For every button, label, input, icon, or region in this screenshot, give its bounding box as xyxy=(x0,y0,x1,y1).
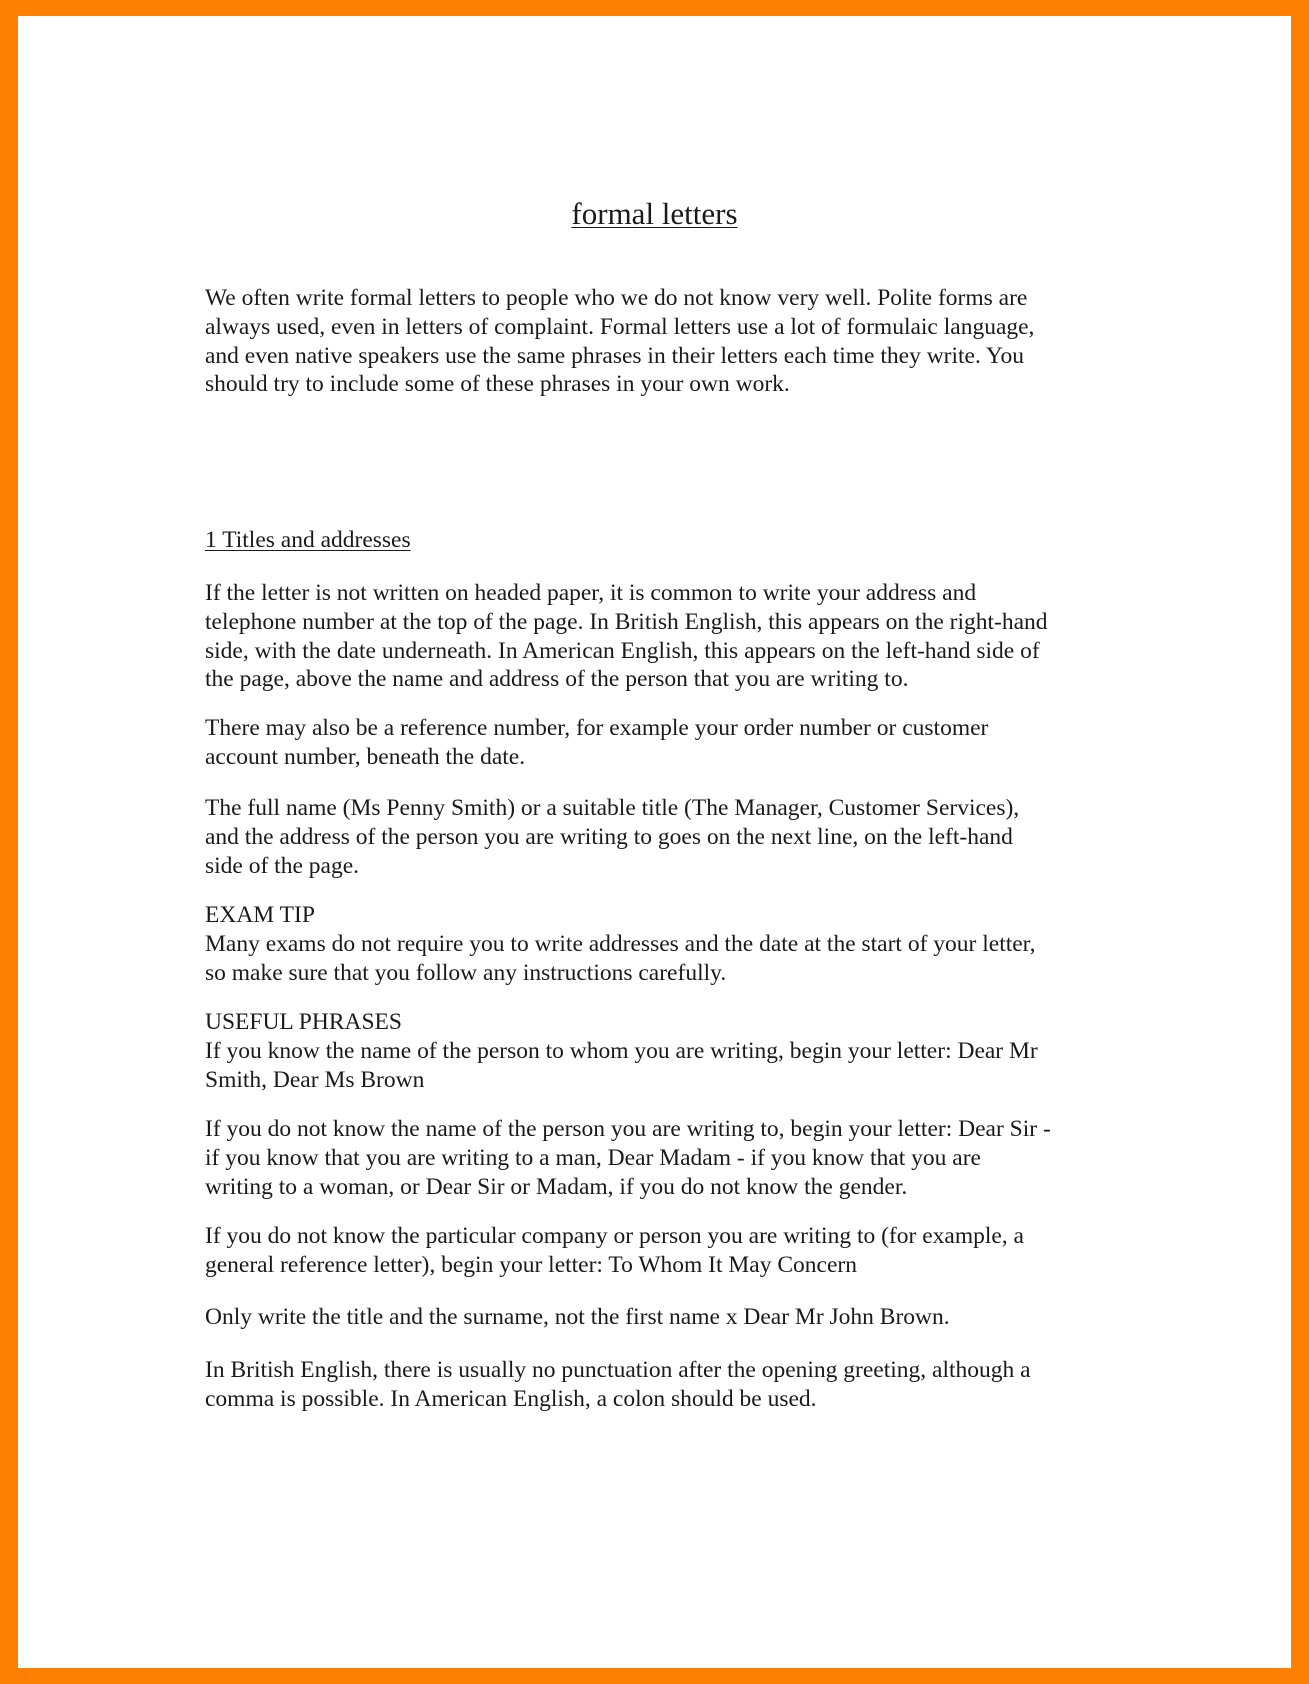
text-line: if you know that you are writing to a man, Dear Madam - if you know that you are xyxy=(205,1144,981,1171)
text-line: If you know the name of the person to whom you are writing, begin your letter: Dear Mr xyxy=(205,1037,1038,1064)
exam-tip-label: EXAM TIP xyxy=(205,902,315,928)
text-line: Only write the title and the surname, not the first name x Dear Mr John Brown. xyxy=(205,1304,950,1330)
section-heading xyxy=(205,526,1125,555)
text-line: general reference letter), begin your letter: To Whom It May Concern xyxy=(205,1251,857,1278)
exam-tip xyxy=(205,901,1125,987)
text-line: comma is possible. In American English, a colon should be used. xyxy=(205,1385,817,1412)
text-line: There may also be a reference number, for example your order number or customer xyxy=(205,715,989,741)
text-line: If the letter is not written on headed paper, it is common to write your address and xyxy=(205,580,977,606)
text-line: side, with the date underneath. In American English, this appears on the left-hand side of xyxy=(205,637,1040,664)
paragraph-unknown-company xyxy=(205,1222,1125,1280)
text-line: should try to include some of these phrases in your own work. xyxy=(205,371,790,398)
intro-paragraph xyxy=(205,284,1125,399)
text-line: account number, beneath the date. xyxy=(205,743,526,770)
paragraph-reference-number xyxy=(205,714,1125,772)
text-line: always used, even in letters of complaint. Formal letters use a lot of formulaic language, xyxy=(205,313,1035,340)
useful-phrases-label: USEFUL PHRASES xyxy=(205,1009,402,1035)
text-line: the page, above the name and address of the person that you are writing to. xyxy=(205,666,909,693)
useful-phrases xyxy=(205,1008,1125,1094)
page-title: formal letters xyxy=(571,196,738,231)
paragraph-full-name xyxy=(205,794,1125,880)
text-line: writing to a woman, or Dear Sir or Madam, if you do not know the gender. xyxy=(205,1173,908,1200)
text-line: and the address of the person you are writing to goes on the next line, on the left-hand xyxy=(205,823,1013,850)
text-line: telephone number at the top of the page. In British English, this appears on the right-hand xyxy=(205,608,1048,635)
text-line: Many exams do not require you to write addresses and the date at the start of your letter, xyxy=(205,930,1036,957)
paragraph-title-surname xyxy=(205,1303,1125,1332)
text-line: If you do not know the particular company or person you are writing to (for example, a xyxy=(205,1223,1024,1249)
text-line: Smith, Dear Ms Brown xyxy=(205,1066,425,1093)
document-page xyxy=(18,16,1291,1668)
text-line: In British English, there is usually no punctuation after the opening greeting, although a xyxy=(205,1357,1031,1383)
paragraph-unknown-name xyxy=(205,1115,1125,1201)
text-line: and even native speakers use the same phrases in their letters each time they write. You xyxy=(205,342,1024,369)
text-line: side of the page. xyxy=(205,852,360,879)
text-line: We often write formal letters to people who we do not know very well. Polite forms are xyxy=(205,285,1028,311)
text-line: If you do not know the name of the person you are writing to, begin your letter: Dear Sir - xyxy=(205,1116,1051,1142)
text-line: The full name (Ms Penny Smith) or a suitable title (The Manager, Customer Services), xyxy=(205,795,1020,821)
paragraph-punctuation xyxy=(205,1356,1125,1414)
text-line: so make sure that you follow any instructions carefully. xyxy=(205,959,727,986)
paragraph-addresses xyxy=(205,579,1125,694)
section-heading-text: 1 Titles and addresses xyxy=(205,527,411,553)
